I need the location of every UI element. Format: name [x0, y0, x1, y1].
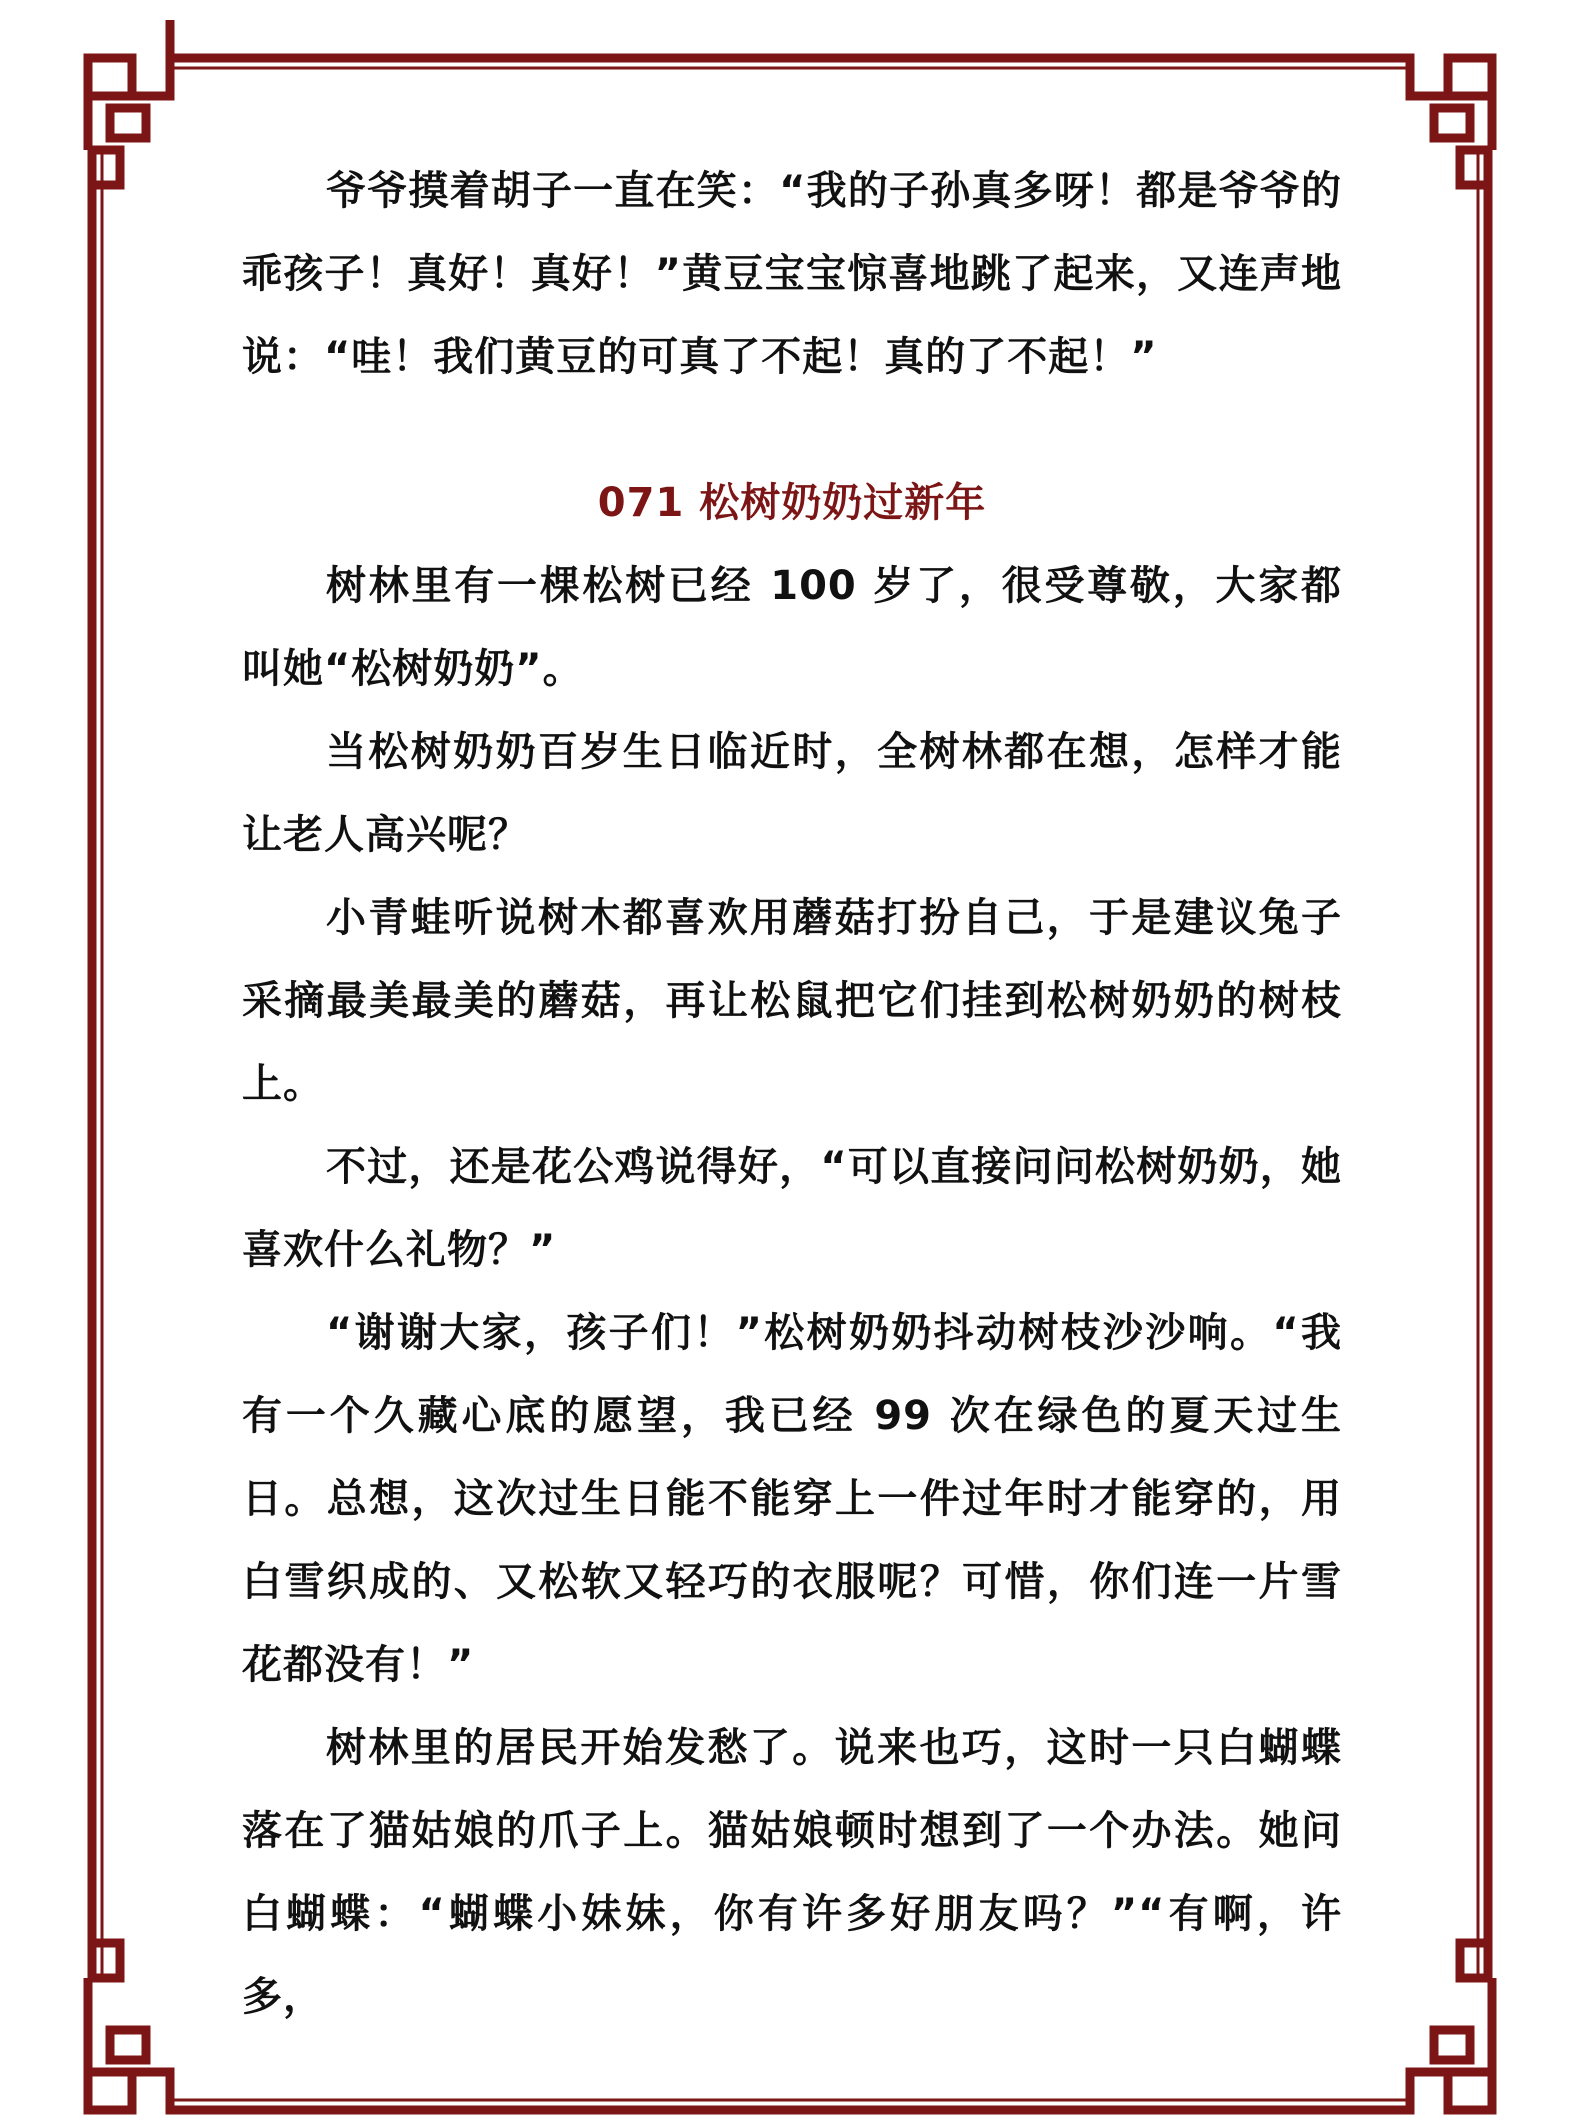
story-title: 071 松树奶奶过新年	[597, 480, 987, 526]
story-paragraph-2: 当松树奶奶百岁生日临近时，全树林都在想，怎样才能让老人高兴呢？	[242, 729, 1342, 858]
corner-ornament-bottom-right	[1410, 1943, 1492, 2110]
corner-ornament-top-right	[1410, 58, 1492, 185]
story-paragraph-3: 小青蛙听说树木都喜欢用蘑菇打扮自己，于是建议兔子采摘最美最美的蘑菇，再让松鼠把它们挂到松树奶奶的树枝上。	[242, 895, 1342, 1107]
story-paragraph-4: 不过，还是花公鸡说得好，“可以直接问问松树奶奶，她喜欢什么礼物？”	[242, 1144, 1342, 1273]
story-paragraph-1: 树林里有一棵松树已经 100 岁了，很受尊敬，大家都叫她“松树奶奶”。	[242, 563, 1342, 692]
corner-ornament-top-left	[88, 20, 170, 185]
corner-ornament-bottom-left	[88, 1943, 170, 2110]
top-paragraph: 爷爷摸着胡子一直在笑：“我的子孙真多呀！都是爷爷的乖孩子！真好！真好！”黄豆宝宝惊喜地跳了起来，又连声地说：“哇！我们黄豆的可真了不起！真的了不起！”	[242, 168, 1342, 380]
story-paragraph-5: “谢谢大家，孩子们！”松树奶奶抖动树枝沙沙响。“我有一个久藏心底的愿望，我已经 99 次在绿色的夏天过生日。总想，这次过生日能不能穿上一件过年时才能穿的，用白雪织成的、又松软又轻巧的衣服呢？可惜，你们连一片雪花都没有！”	[242, 1310, 1342, 1688]
story-paragraph-6: 树林里的居民开始发愁了。说来也巧，这时一只白蝴蝶落在了猫姑娘的爪子上。猫姑娘顿时想到了一个办法。她问白蝴蝶：“蝴蝶小妹妹，你有许多好朋友吗？”“有啊，许多，	[242, 1725, 1342, 2020]
page-content	[242, 150, 1342, 2039]
